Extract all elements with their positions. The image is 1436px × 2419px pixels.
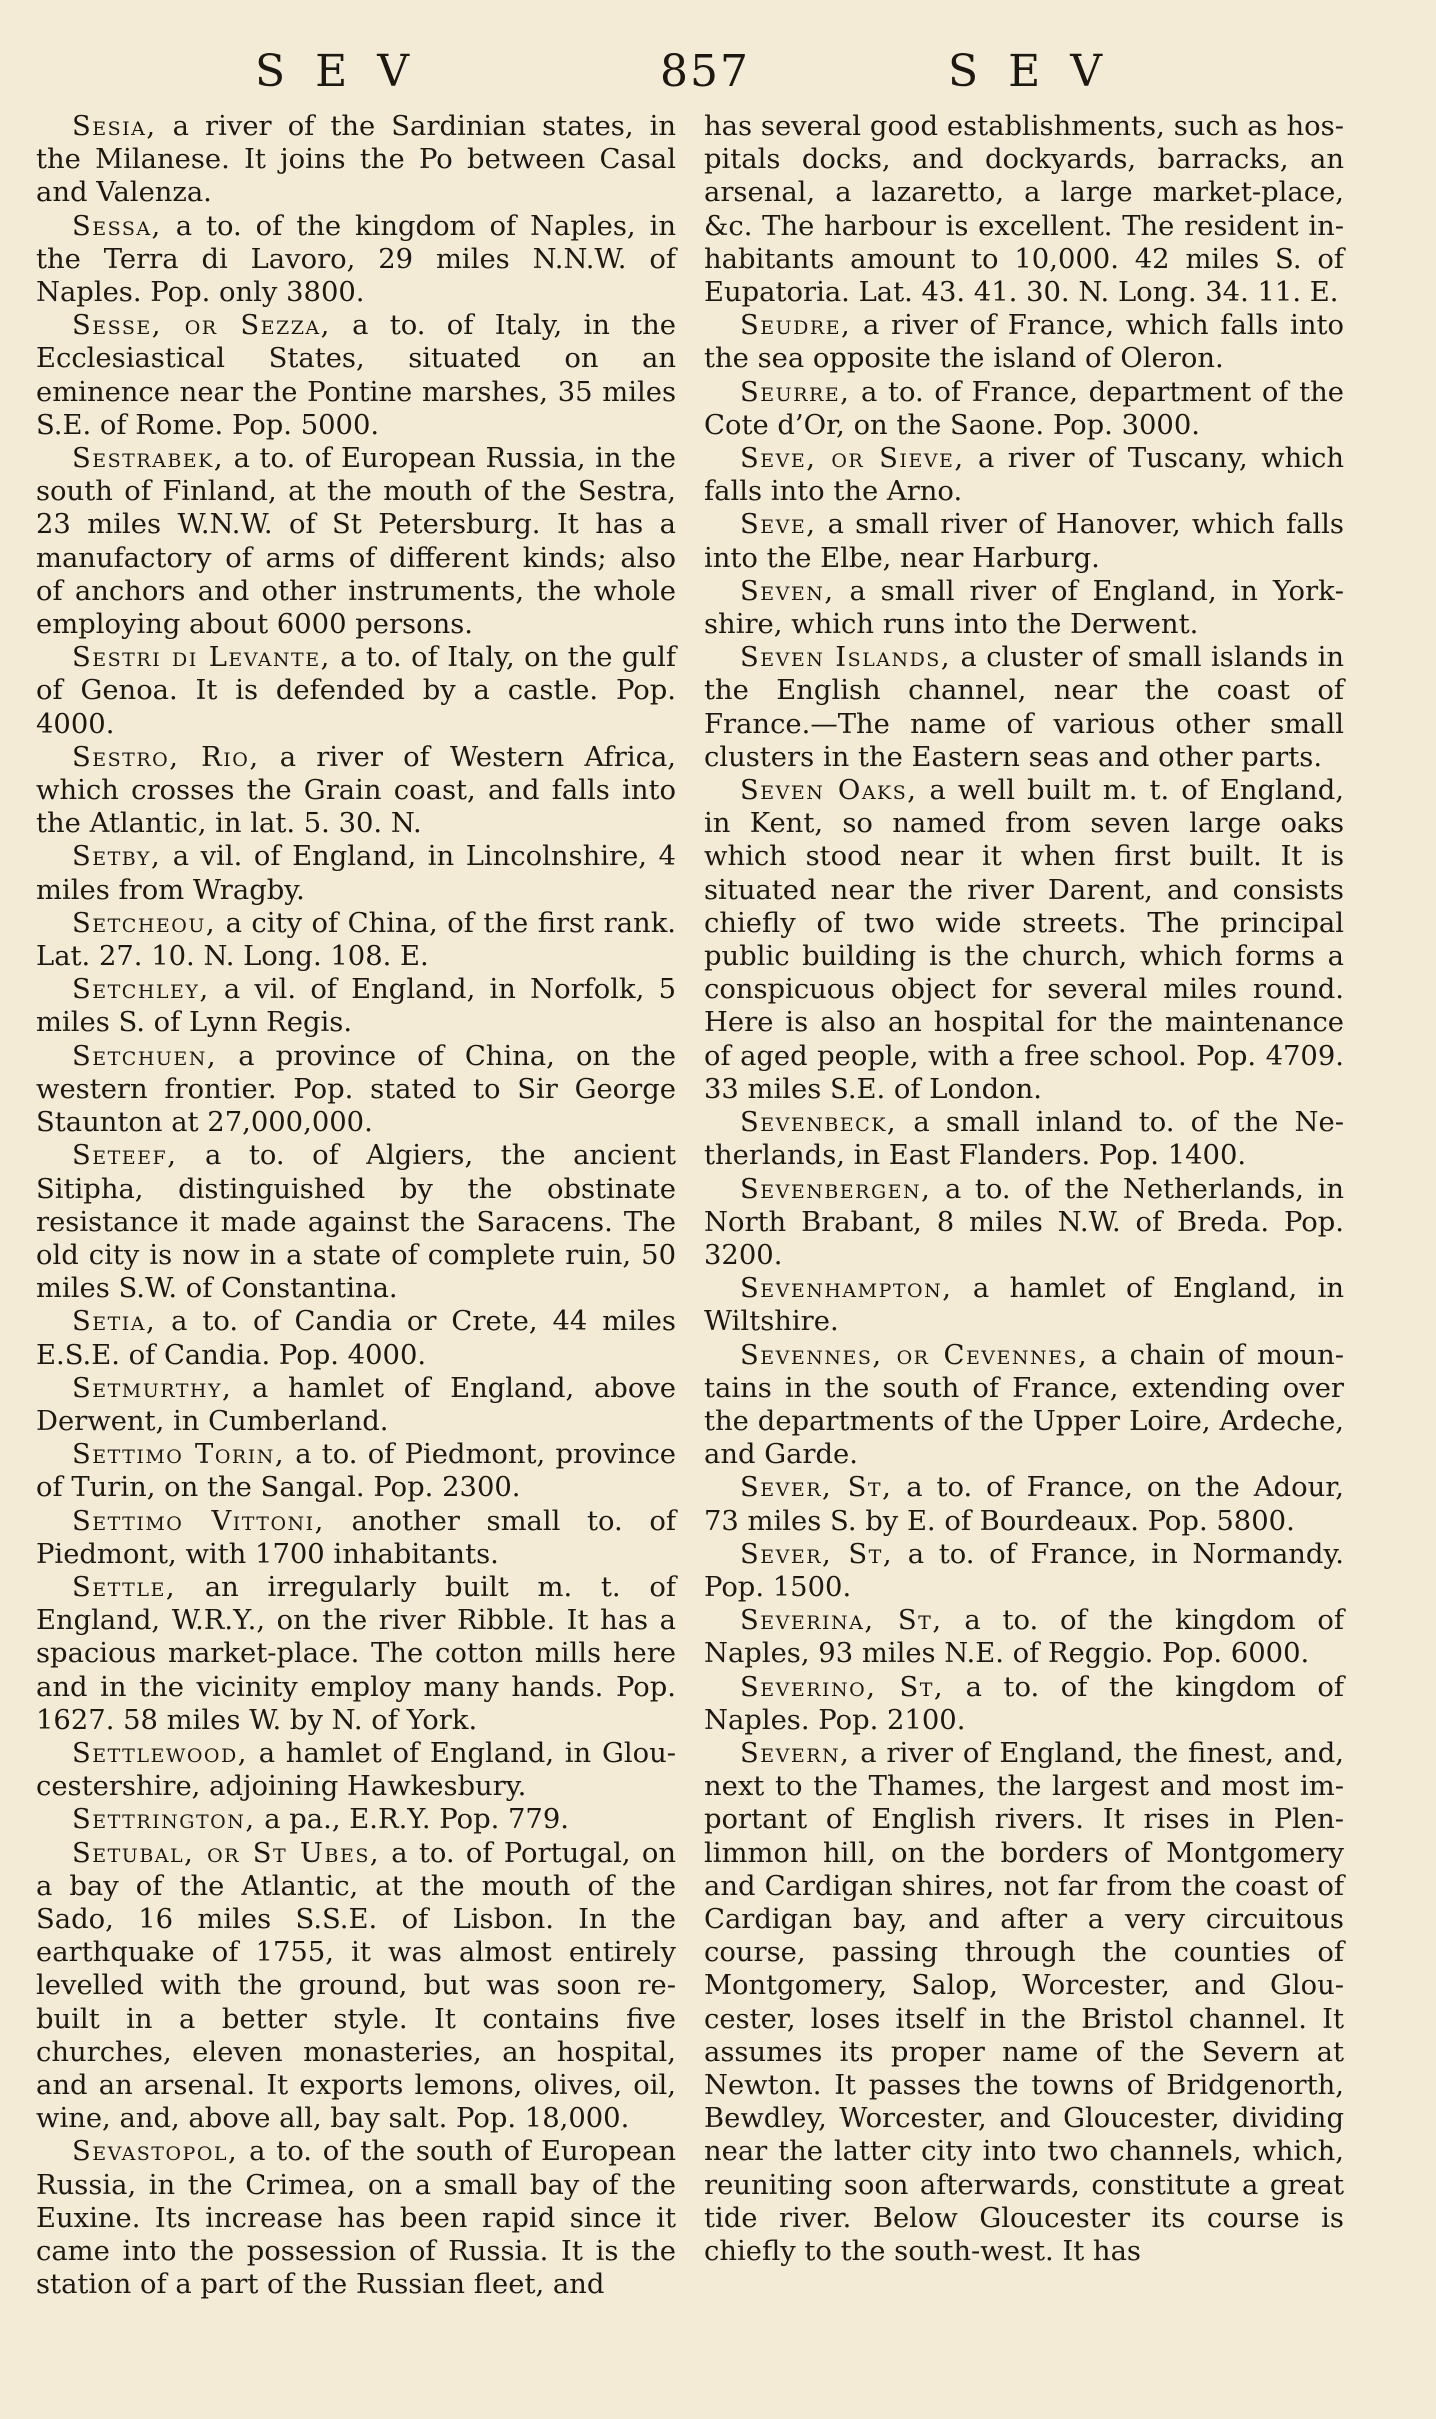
entry-text: a chain of mountains in the south of France, extending over the departments of the Upper Loire, Ardeche, and Garde. (704, 1339, 1344, 1471)
entry-headword: Severn, (740, 1737, 851, 1769)
gazetteer-entry (704, 1106, 1344, 1172)
entry-text: a to. of the kingdom of Naples, 93 miles N.E. of Reggio. Pop. 6000. (704, 1605, 1344, 1670)
gazetteer-entry (36, 1571, 676, 1737)
entry-text: a to. of Piedmont, province of Turin, on the Sangal. Pop. 2300. (36, 1439, 676, 1504)
entry-headword: Setby, (72, 841, 162, 873)
entry-text: a to. of Portugal, on a bay of the Atlantic, at the mouth of the Sado, 16 miles S.S.E. of Lisbon. In the earthquake of 1755, it was almost entirely levelled with the ground, but was soon rebuilt in a better style. It contains five churches, eleven monasteries, an hospital, and an arsenal. It exports lemons, olives, oil, wine, and, above all, bay salt. Pop. 18,000. (36, 1837, 676, 2135)
entry-headword: Sesia, (72, 111, 157, 142)
left-column (36, 110, 676, 2301)
entry-text: a to. of the Netherlands, in North Brabant, 8 miles N.W. of Breda. Pop. 3200. (704, 1173, 1344, 1271)
gazetteer-entry (704, 508, 1344, 574)
entry-headword: Sevennes, or Cevennes, (740, 1339, 1089, 1371)
gazetteer-entry (36, 973, 676, 1039)
right-column (704, 110, 1344, 2268)
gazetteer-entry (704, 1471, 1344, 1537)
entry-text: a well built m. t. of England, in Kent, so named from seven large oaks which stood near it when first built. It is situated near the river Darent, and consists chiefly of two wide streets. The principal public building is the church, which forms a conspicuous object for several miles round. Here is also an hospital for the maintenance of aged people, with a free school. Pop. 4709. 33 miles S.E. of London. (704, 775, 1344, 1105)
entry-text: has several good establishments, such as hospitals docks, and dockyards, barracks, an arsenal, a lazaretto, a large market-place, &c. The harbour is excellent. The resident inhabitants amount to 10,000. 42 miles S. of Eupatoria. Lat. 43. 41. 30. N. Long. 34. 11. E. (704, 111, 1344, 309)
entry-headword: Sessa, (72, 210, 162, 242)
entry-text: a province of China, on the western frontier. Pop. stated to Sir George Staunton at 27,000,000. (36, 1040, 676, 1139)
entry-headword: Setia, (72, 1306, 157, 1338)
gazetteer-entry (36, 110, 676, 210)
gazetteer-entry (36, 741, 676, 841)
entry-headword: Seve, (740, 509, 817, 541)
entry-headword: Seudre, (740, 310, 852, 342)
entry-text: a river of the Sardinian states, in the Milanese. It joins the Po between Casal and Valenza. (36, 111, 676, 209)
entry-headword: Setchuen, (72, 1040, 218, 1072)
entry-text: a hamlet of England, in Gloucestershire, adjoining Hawkesbury. (36, 1737, 676, 1803)
entry-headword: Settimo Torin, (72, 1439, 286, 1471)
entry-headword: Setcheou, (72, 907, 217, 939)
page-number: 857 (660, 46, 750, 97)
entry-text: a to. of France, in Normandy. Pop. 1500. (704, 1538, 1344, 1603)
entry-headword: Seven Oaks, (740, 775, 918, 807)
entry-text: a to. of the kingdom of Naples. Pop. 2100. (704, 1671, 1345, 1736)
entry-headword: Settle, (72, 1571, 177, 1603)
entry-text: a to. of the south of European Russia, in the Crimea, on a small bay of the Euxine. Its increase has been rapid since it came into the possession of Russia. It is the station of a part of the Russian fleet, and (36, 2136, 676, 2301)
gazetteer-entry (704, 442, 1344, 508)
entry-text: an irregularly built m. t. of England, W.R.Y., on the river Ribble. It has a spacious market-place. The cotton mills here and in the vicinity employ many hands. Pop. 1627. 58 miles W. by N. of York. (36, 1571, 676, 1736)
entry-headword: Sevastopol, (72, 2136, 239, 2168)
entry-headword: Sestri di Levante, (72, 642, 331, 674)
entry-headword: Sevenbeck, (740, 1107, 898, 1139)
entry-text: a small inland to. of the Netherlands, in East Flanders. Pop. 1400. (704, 1107, 1344, 1172)
gazetteer-entry (704, 1339, 1344, 1472)
entry-text: a pa., E.R.Y. Pop. 779. (255, 1804, 569, 1836)
entry-text: a hamlet of England, in Wiltshire. (704, 1273, 1344, 1338)
entry-headword: Severino, St, (740, 1671, 945, 1703)
entry-text: a to. of Candia or Crete, 44 miles E.S.E. of Candia. Pop. 4000. (36, 1306, 676, 1371)
gazetteer-entry (704, 1671, 1344, 1737)
entry-headword: Seve, or Sieve, (740, 443, 965, 475)
gazetteer-entry (704, 641, 1344, 774)
gazetteer-entry (36, 1505, 676, 1571)
entry-headword: Setchley, (72, 974, 210, 1006)
entry-headword: Settlewood, (72, 1737, 248, 1769)
entry-headword: Sever, St, (740, 1538, 894, 1570)
entry-text: a to. of the kingdom of Naples, in the Terra di Lavoro, 29 miles N.N.W. of Naples. Pop. only 3800. (36, 210, 676, 309)
gazetteer-entry (36, 442, 676, 641)
entry-headword: Seven, (740, 575, 835, 607)
gazetteer-entry (704, 575, 1344, 641)
gazetteer-entry (36, 2135, 676, 2301)
entry-headword: Sevenhampton, (740, 1273, 953, 1305)
entry-text: a river of Western Africa, which crosses the Grain coast, and falls into the Atlantic, in lat. 5. 30. N. (36, 741, 676, 840)
entry-headword: Sesse, or Sezza, (72, 310, 331, 342)
entry-headword: Sevenbergen, (740, 1173, 932, 1205)
gazetteer-entry (36, 1438, 676, 1504)
gazetteer-entry (36, 840, 676, 906)
running-head-right: SEV (948, 46, 1133, 97)
entry-text: a river of France, which falls into the sea opposite the island of Oleron. (704, 310, 1344, 375)
entry-headword: Setubal, or St Ubes, (72, 1837, 381, 1869)
entry-text: a to. of Italy, on the gulf of Genoa. It is defended by a castle. Pop. 4000. (36, 642, 676, 740)
entry-headword: Sestro, Rio, (72, 741, 260, 773)
gazetteer-entry (704, 1604, 1344, 1670)
entry-text: a river of Tuscany, which falls into the Arno. (704, 443, 1344, 508)
gazetteer-entry (704, 376, 1344, 442)
running-head-left: SEV (255, 46, 440, 97)
gazetteer-entry (36, 1803, 676, 1836)
entry-headword: Severina, St, (740, 1605, 943, 1637)
gazetteer-entry (36, 1040, 676, 1140)
entry-text: a river of England, the finest, and, next to the Thames, the largest and most important of English rivers. It rises in Plenlimmon hill, on the borders of Montgomery and Cardigan shires, not far from the coast of Cardigan bay, and after a very circuitous course, passing through the counties of Montgomery, Salop, Worcester, and Gloucester, loses itself in the Bristol channel. It assumes its proper name of the Severn at Newton. It passes the towns of Bridgenorth, Bewdley, Worcester, and Gloucester, dividing near the latter city into two channels, which, reuniting soon afterwards, constitute a great tide river. Below Gloucester its course is chiefly to the south-west. It has (704, 1737, 1344, 2267)
entry-text: another small to. of Piedmont, with 1700 inhabitants. (36, 1505, 676, 1570)
gazetteer-entry (36, 1837, 676, 2136)
entry-headword: Settimo Vittoni, (72, 1505, 325, 1537)
gazetteer-entry (704, 1737, 1344, 2268)
entry-text: a vil. of England, in Lincolnshire, 4 miles from Wragby. (36, 841, 676, 906)
gazetteer-entry (36, 1737, 676, 1803)
entry-headword: Setmurthy, (72, 1372, 233, 1404)
gazetteer-entry (36, 309, 676, 442)
entry-text: a to. of Algiers, the ancient Sitipha, distinguished by the obstinate resistance it made against the Saracens. The old city is now in a state of complete ruin, 50 miles S.W. of Constantina. (36, 1140, 676, 1305)
entry-headword: Seteef, (72, 1140, 178, 1172)
entry-text: a to. of France, on the Adour, 73 miles S. by E. of Bourdeaux. Pop. 5800. (704, 1472, 1344, 1537)
entry-headword: Seurre, (740, 376, 851, 408)
gazetteer-entry (36, 1372, 676, 1438)
gazetteer-entry (36, 1305, 676, 1371)
entry-text: a to. of European Russia, in the south of Finland, at the mouth of the Sestra, 23 miles W.N.W. of St Petersburg. It has a manufactory of arms of different kinds; also of anchors and other instruments, the whole employing about 6000 persons. (36, 443, 676, 641)
entry-text: a small river of Hanover, which falls into the Elbe, near Harburg. (704, 509, 1344, 574)
entry-text: a small river of England, in Yorkshire, which runs into the Derwent. (704, 575, 1344, 641)
gazetteer-entry (36, 1139, 676, 1305)
entry-text: a cluster of small islands in the English channel, near the coast of France.—The name of various other small clusters in the Eastern seas and other parts. (704, 642, 1345, 773)
gazetteer-entry (704, 1272, 1344, 1338)
entry-text: a city of China, of the first rank. Lat. 27. 10. N. Long. 108. E. (36, 907, 676, 973)
gazetteer-entry (36, 907, 676, 973)
entry-headword: Sever, St, (740, 1472, 893, 1504)
gazetteer-entry (704, 110, 1344, 309)
gazetteer-entry (704, 774, 1344, 1106)
entry-headword: Sestrabek, (72, 443, 225, 475)
gazetteer-entry (36, 641, 676, 741)
entry-headword: Seven Islands, (740, 642, 952, 674)
entry-text: a to. of France, department of the Cote d’Or, on the Saone. Pop. 3000. (704, 376, 1344, 441)
entry-text: a to. of Italy, in the Ecclesiastical States, situated on an eminence near the Pontine marshes, 35 miles S.E. of Rome. Pop. 5000. (36, 310, 676, 441)
entry-headword: Settrington, (72, 1804, 256, 1836)
gazetteer-entry (704, 1173, 1344, 1273)
gazetteer-entry (704, 1538, 1344, 1604)
entry-text: a vil. of England, in Norfolk, 5 miles S. of Lynn Regis. (36, 974, 676, 1039)
gazetteer-entry (704, 309, 1344, 375)
entry-text: a hamlet of England, above Derwent, in Cumberland. (36, 1372, 676, 1437)
gazetteer-entry (36, 210, 676, 310)
